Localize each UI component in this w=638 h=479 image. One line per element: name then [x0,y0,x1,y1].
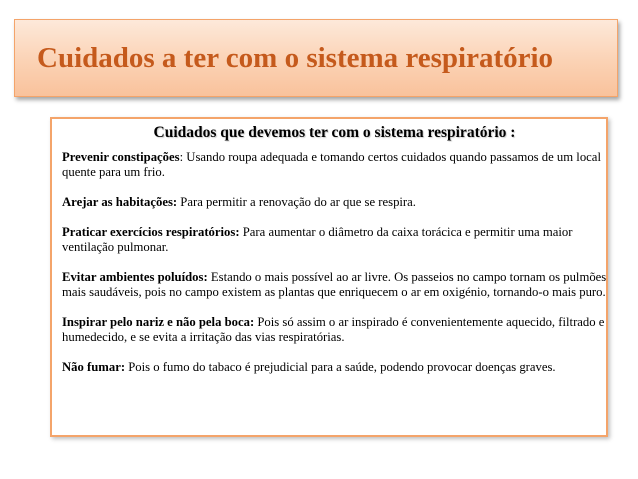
list-item [62,270,607,300]
item-term: Arejar as habitações: [62,195,178,209]
item-description: : Usando roupa adequada e tomando certos cuidados quando passamos de um local quente para um frio. [62,150,601,179]
list-item [62,360,607,375]
item-term: Evitar ambientes poluídos: [62,270,208,284]
slide-title: Cuidados a ter com o sistema respiratório [37,41,554,74]
list-item [62,315,607,345]
item-term: Não fumar: [62,360,126,374]
item-description: Estando o mais possível ao ar livre. Os passeios no campo tornam os pulmões mais saudáveis, pois no campo existem as plantas que enriquecem o ar em oxigénio, tornando-o mais puro. [62,270,607,299]
item-description: Para aumentar o diâmetro da caixa torácica e permitir uma maior ventilação pulmonar. [62,225,573,254]
item-term: Inspirar pelo nariz e não pela boca: [62,315,255,329]
content-subtitle: Cuidados que devemos ter com o sistema respiratório : [153,124,516,141]
list-item [62,225,607,255]
title-banner [14,19,618,97]
list-item [62,150,607,180]
content-body [62,124,607,390]
item-term: Praticar exercícios respiratórios: [62,225,240,239]
item-description: Para permitir a renovação do ar que se respira. [177,195,416,209]
item-term: Prevenir constipações [62,150,180,164]
list-item [62,195,607,210]
item-description: Pois o fumo do tabaco é prejudicial para a saúde, podendo provocar doenças graves. [125,360,556,374]
item-description: Pois só assim o ar inspirado é convenientemente aquecido, filtrado e humedecido, e se evita a irritação das vias respiratórias. [62,315,605,344]
